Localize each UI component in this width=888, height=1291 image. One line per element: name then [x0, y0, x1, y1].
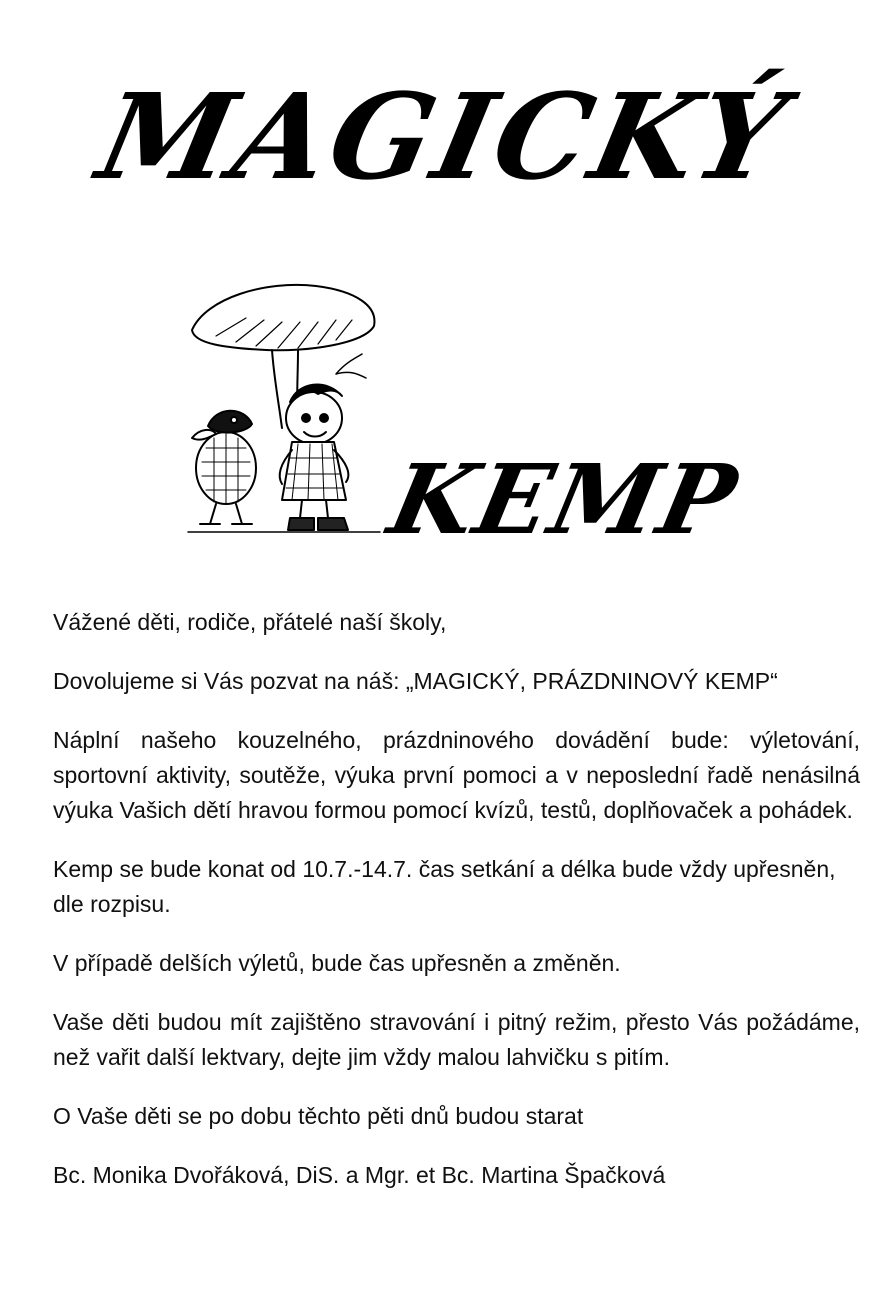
letter-body	[53, 605, 860, 1217]
invitation: Dovolujeme si Vás pozvat na náš: „MAGICKÝ, PRÁZDNINOVÝ KEMP“	[53, 668, 778, 694]
mushroom-girl-bird-illustration	[186, 278, 382, 540]
greeting: Vážené děti, rodiče, přátelé naší školy,	[53, 609, 447, 635]
girl-boots	[288, 518, 348, 530]
dates-paragraph: Kemp se bude konat od 10.7.-14.7. čas setkání a délka bude vždy upřesněn, dle rozpisu.	[53, 856, 836, 917]
bird-head	[208, 411, 252, 433]
trips-paragraph: V případě delších výletů, bude čas upřesněn a změněn.	[53, 950, 621, 976]
signature: Bc. Monika Dvořáková, DiS. a Mgr. et Bc. Martina Špačková	[53, 1162, 666, 1188]
food-paragraph: Vaše děti budou mít zajištěno stravování i pitný režim, přesto Vás požádáme, než vařit další lektvary, dejte jim vždy malou lahvičku s pitím.	[53, 1009, 860, 1070]
program-paragraph: Náplní našeho kouzelného, prázdninového dovádění bude: výletování, sportovní aktivity, soutěže, výuka první pomoci a v neposlední řadě nenásilná výuka Vašich dětí hravou formou pomocí kvízů, testů, doplňovaček a pohádek.	[53, 727, 860, 823]
care-paragraph: O Vaše děti se po dobu těchto pěti dnů budou starat	[53, 1103, 584, 1129]
mushroom-cap	[192, 285, 374, 350]
title-kemp: KEMP	[380, 443, 748, 556]
title-magicky: MAGICKÝ	[87, 67, 801, 206]
